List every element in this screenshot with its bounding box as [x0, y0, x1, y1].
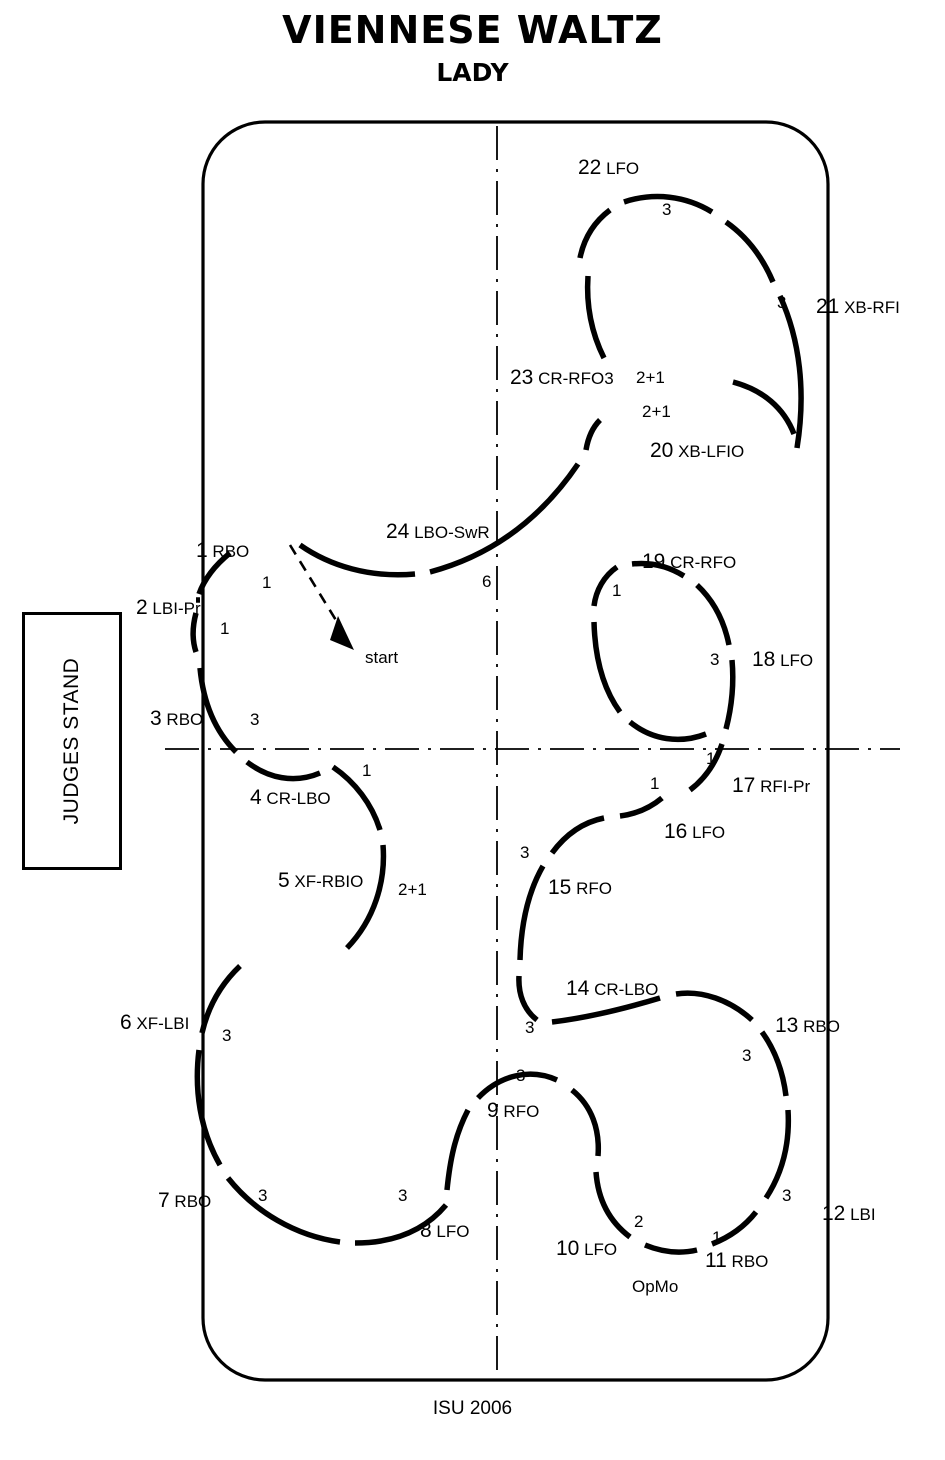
step-beat-7: 3 — [258, 1186, 268, 1205]
step-label-8: 8 LFO — [420, 1219, 470, 1242]
step-beat-21: 3 — [777, 293, 787, 312]
step-beat-1: 1 — [262, 573, 272, 592]
step-beat-6: 3 — [222, 1026, 232, 1045]
step-beat-23: 2+1 — [636, 368, 665, 387]
step-beat-13: 3 — [742, 1046, 752, 1065]
step-beat-11: 1 — [712, 1228, 722, 1247]
step-beat-9: 3 — [516, 1066, 526, 1085]
page-title: VIENNESE WALTZ — [282, 8, 663, 52]
step-beat-10: 2 — [634, 1212, 644, 1231]
step-beat-20: 2+1 — [642, 402, 671, 421]
step-label-23: 23 CR-RFO3 — [510, 366, 614, 389]
step-label-14: 14 CR-LBO — [566, 977, 659, 1000]
step-beat-12: 3 — [782, 1186, 792, 1205]
step-label-5: 5 XF-RBIO — [278, 869, 364, 892]
step-label-16: 16 LFO — [664, 820, 726, 843]
step-label-6: 6 XF-LBI — [120, 1011, 190, 1034]
step-beat-18: 3 — [710, 650, 720, 669]
step-label-19: 19 CR-RFO — [642, 550, 737, 573]
step-beat-17: 1 — [706, 749, 716, 768]
step-label-15: 15 RFO — [548, 876, 612, 899]
step-label-9: 9 RFO — [487, 1099, 540, 1122]
step-label-11: 11 RBO — [705, 1249, 769, 1272]
step-beat-8: 3 — [398, 1186, 408, 1205]
step-label-2: 2 LBI-Pr — [136, 596, 201, 619]
step-beat-24: 6 — [482, 572, 492, 591]
step-beat-4: 1 — [362, 761, 372, 780]
step-label-20: 20 XB-LFIO — [650, 439, 745, 462]
step-label-10: 10 LFO — [556, 1237, 618, 1260]
page-subtitle: LADY — [436, 58, 509, 87]
step-label-12: 12 LBI — [822, 1202, 876, 1225]
step-label-18: 18 LFO — [752, 648, 814, 671]
step-label-3: 3 RBO — [150, 707, 204, 730]
step-label-7: 7 RBO — [158, 1189, 212, 1212]
step-beat-3: 3 — [250, 710, 260, 729]
step-label-17: 17 RFI-Pr — [732, 774, 811, 797]
step-label-13: 13 RBO — [775, 1014, 840, 1037]
judges-stand-label: JUDGES STAND — [60, 657, 83, 825]
step-label-22: 22 LFO — [578, 156, 640, 179]
step-beat-14: 3 — [525, 1018, 535, 1037]
start-label: start — [365, 648, 399, 667]
step-label-24: 24 LBO-SwR — [386, 520, 490, 543]
step-beat-2: 1 — [220, 619, 230, 638]
step-beat-16: 1 — [650, 774, 660, 793]
step-label-21: 21 XB-RFI — [816, 295, 900, 318]
footer-copyright: ISU 2006 — [432, 1398, 513, 1419]
rink-outline — [203, 122, 828, 1380]
step-beat-5: 2+1 — [398, 880, 427, 899]
step-label-1: 1 RBO — [196, 539, 250, 562]
step-beat-19: 1 — [612, 581, 622, 600]
step-beat-22: 3 — [662, 200, 672, 219]
step-label-4: 4 CR-LBO — [250, 786, 331, 809]
step-beat-15: 3 — [520, 843, 530, 862]
opmo-label: OpMo — [632, 1277, 679, 1296]
